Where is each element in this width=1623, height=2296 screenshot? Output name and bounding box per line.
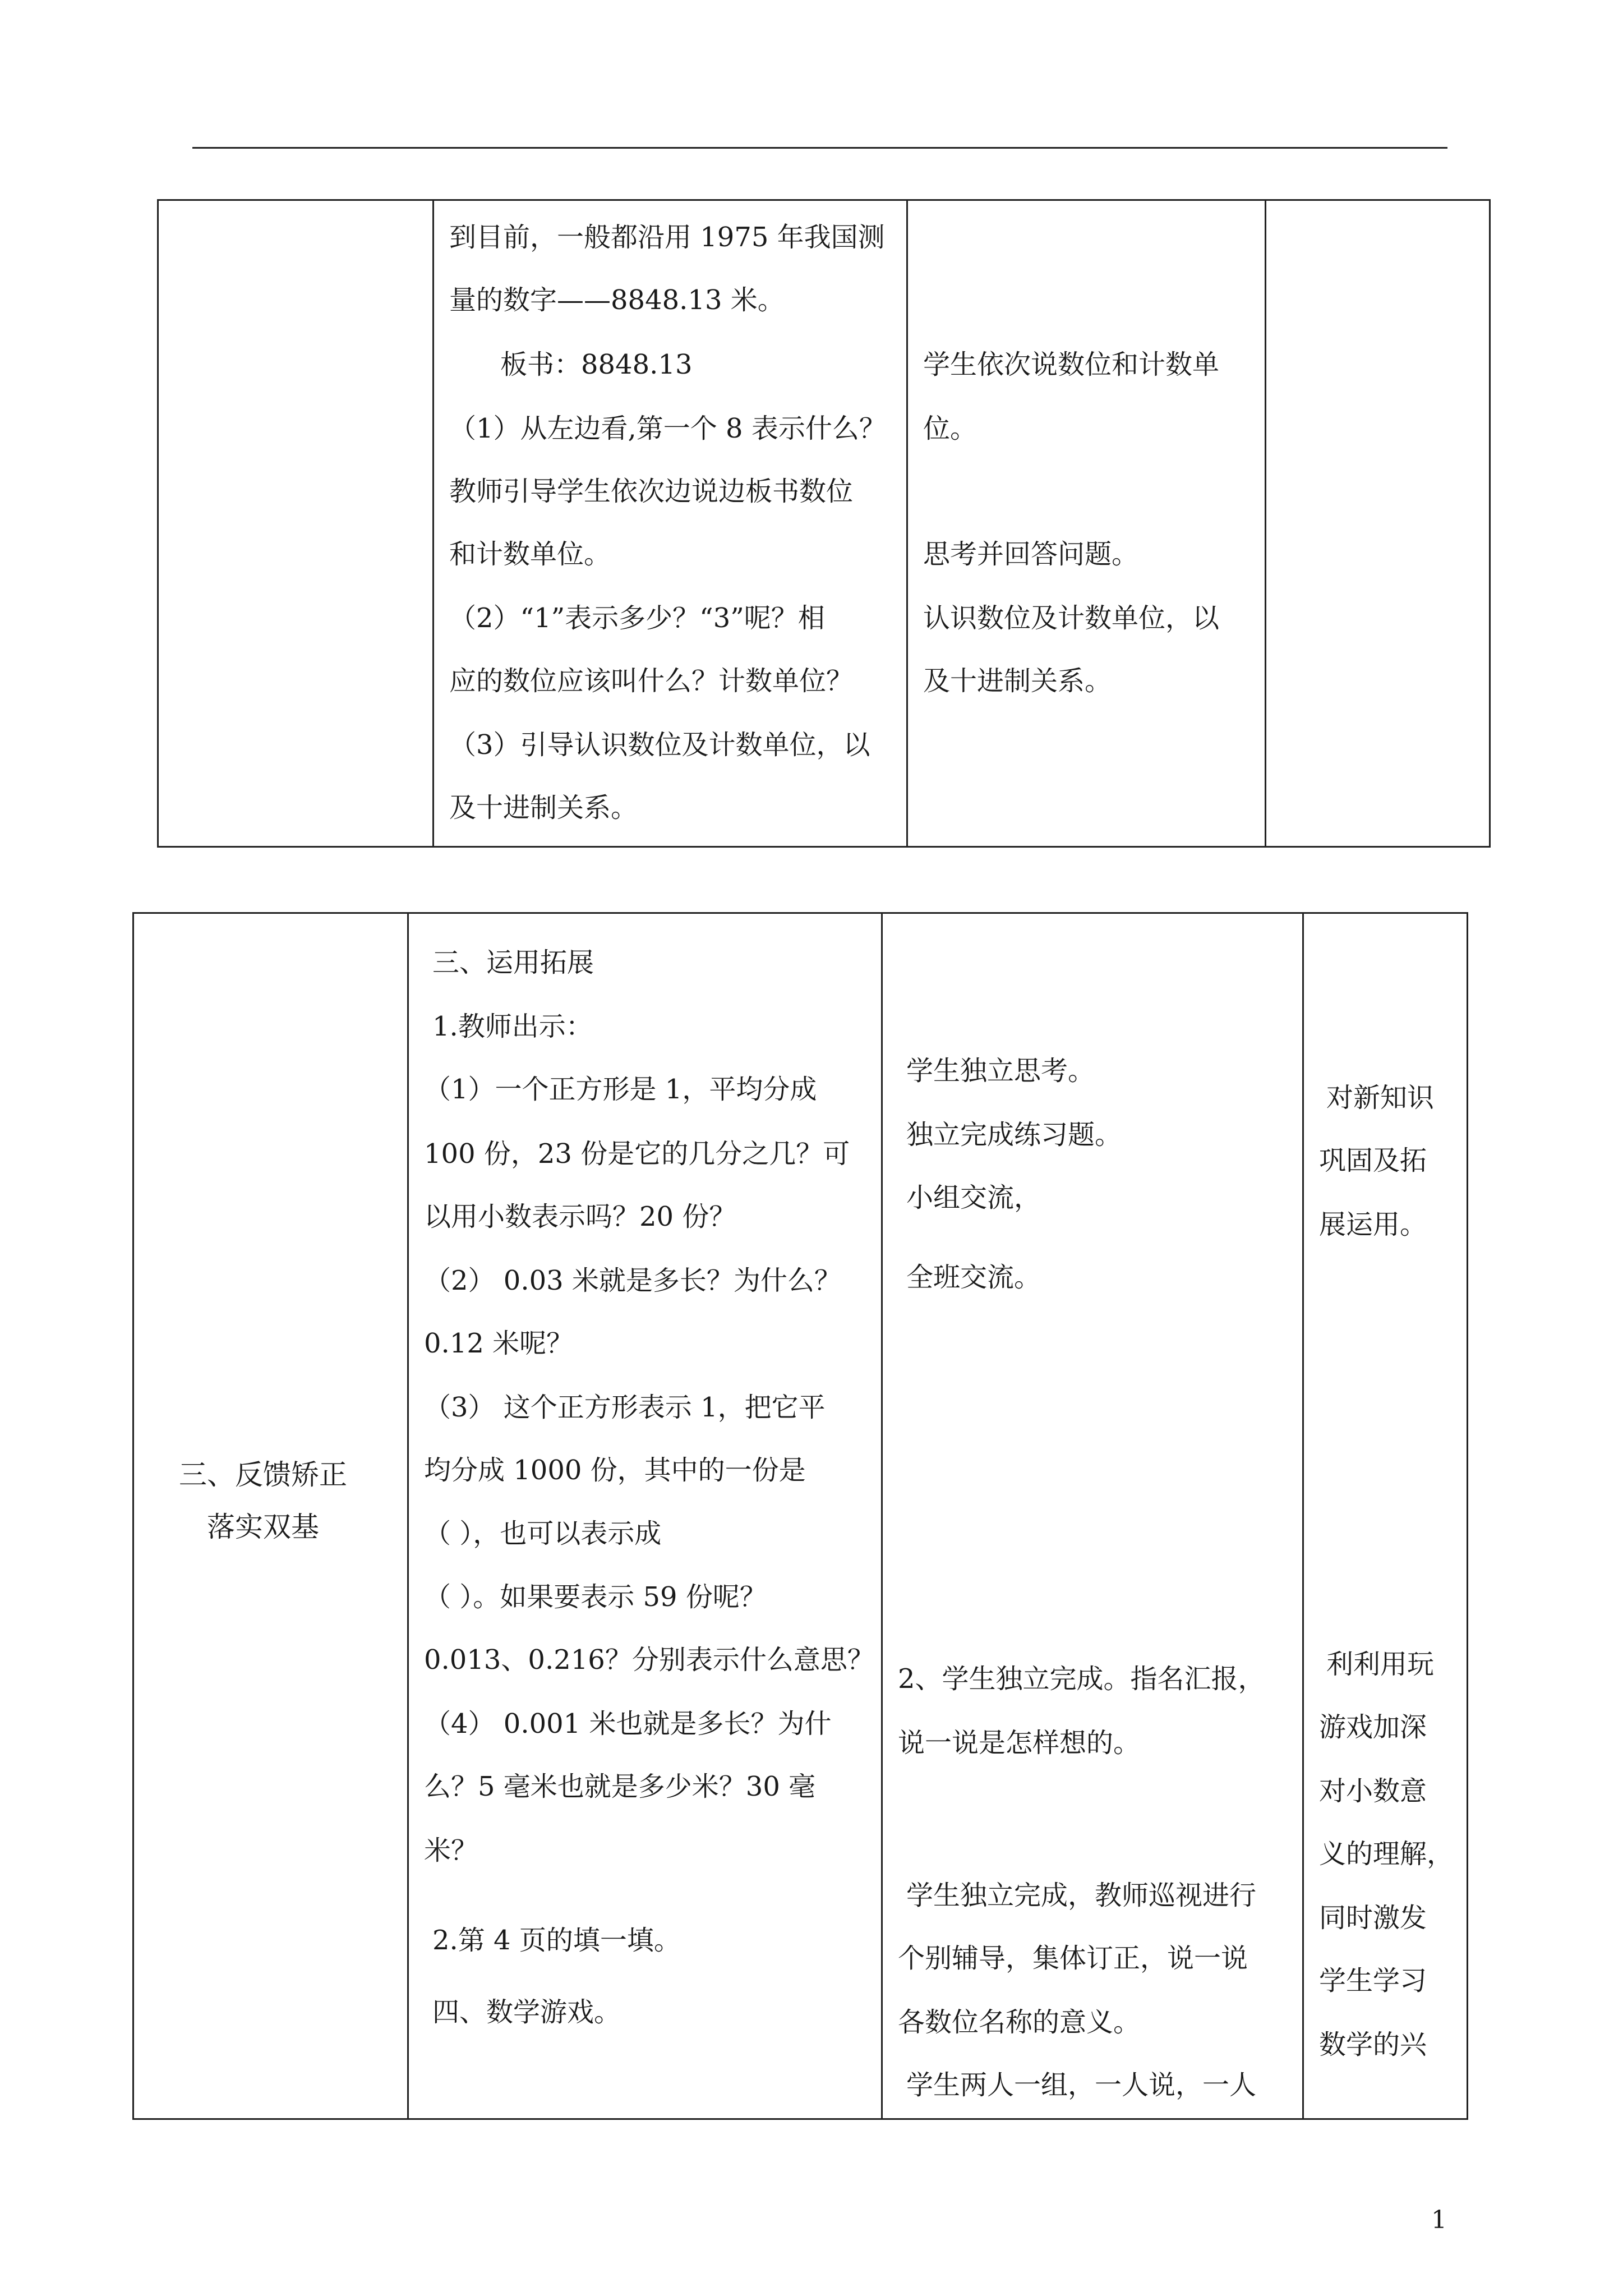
student-line: 2、学生独立完成。指名汇报， [898, 1663, 1265, 1695]
teacher-line: （3）引导认识数位及计数单位，以 [449, 729, 870, 761]
student-line: 思考并回答问题。 [923, 539, 1139, 570]
teacher-line: （2）“1”表示多少？“3”呢？相 [449, 602, 825, 634]
student-line: 学生两人一组，一人说，一人 [906, 2069, 1257, 2101]
intent-line: 同时激发 [1319, 1902, 1427, 1934]
stage-subtitle: 落实双基 [207, 1511, 319, 1543]
student-line: 独立完成练习题。 [906, 1119, 1122, 1151]
student-line: 及十进制关系。 [923, 665, 1112, 697]
student-line: 个别辅导，集体订正，说一说 [898, 1943, 1248, 1974]
teacher-line: 及十进制关系。 [449, 792, 638, 823]
teacher-line: 1.教师出示： [432, 1011, 593, 1042]
intent-line: 数学的兴 [1319, 2029, 1427, 2060]
student-line: 学生依次说数位和计数单 [923, 349, 1220, 380]
student-line: 小组交流， [906, 1182, 1041, 1213]
teacher-line: 米？ [424, 1835, 478, 1866]
teacher-line: 量的数字——8848.13 米。 [449, 284, 785, 316]
teacher-line: 应的数位应该叫什么？计数单位？ [449, 665, 854, 697]
student-line: 位。 [923, 413, 978, 444]
teacher-line: 100 份，23 份是它的几分之几？可 [424, 1138, 850, 1170]
teacher-line: （1）从左边看,第一个 8 表示什么？ [449, 413, 886, 444]
header-rule [192, 147, 1447, 149]
student-line: 学生独立思考。 [906, 1055, 1095, 1087]
lesson-table [132, 912, 1468, 2120]
intent-line: 游戏加深 [1319, 1711, 1427, 1743]
intent-line: 对新知识 [1326, 1082, 1435, 1114]
design-intent-cell [1303, 913, 1468, 2119]
teacher-line: 均分成 1000 份，其中的一份是 [424, 1455, 806, 1486]
teacher-line: （ ）。如果要表示 59 份呢？ [424, 1581, 767, 1613]
student-line: 全班交流。 [906, 1262, 1041, 1293]
stage-cell [158, 200, 434, 847]
teacher-line: 0.12 米呢？ [424, 1328, 574, 1359]
student-line: 学生独立完成，教师巡视进行 [906, 1880, 1257, 1911]
teacher-line: 板书：8848.13 [500, 349, 693, 380]
intent-line: 学生学习 [1319, 1965, 1427, 1996]
student-line: 认识数位及计数单位，以 [923, 602, 1220, 634]
page-number: 1 [1431, 2206, 1447, 2234]
teacher-line: 三、运用拓展 [432, 947, 594, 978]
teacher-line: （3） 这个正方形表示 1，把它平 [424, 1392, 826, 1423]
teacher-line: （ ），也可以表示成 [424, 1518, 662, 1549]
intent-line: 义的理解， [1319, 1838, 1454, 1870]
design-intent-cell [1266, 200, 1490, 847]
teacher-line: 到目前，一般都沿用 1975 年我国测 [449, 222, 885, 253]
teacher-line: 2.第 4 页的填一填。 [432, 1925, 681, 1956]
stage-cell [133, 913, 408, 2119]
stage-title: 三、反馈矫正 [179, 1458, 347, 1491]
teacher-line: （1）一个正方形是 1，平均分成 [424, 1074, 817, 1105]
teacher-line: 和计数单位。 [449, 539, 611, 570]
teacher-activity-cell [408, 913, 882, 2119]
student-activity-cell [882, 913, 1303, 2119]
lesson-table-continued [157, 199, 1491, 848]
student-line: 说一说是怎样想的。 [898, 1727, 1141, 1759]
teacher-line: 四、数学游戏。 [432, 1996, 621, 2028]
intent-line: 对小数意 [1319, 1775, 1427, 1807]
teacher-line: （4） 0.001 米也就是多长？为什 [424, 1708, 832, 1740]
teacher-line: （2） 0.03 米就是多长？为什么？ [424, 1265, 841, 1296]
teacher-line: 以用小数表示吗？20 份？ [424, 1201, 736, 1232]
intent-line: 巩固及拓 [1319, 1145, 1427, 1176]
teacher-line: 么？5 毫米也就是多少米？30 毫 [424, 1771, 816, 1802]
teacher-line: 教师引导学生依次边说边板书数位 [449, 476, 854, 507]
teacher-line: 0.013、0.216？分别表示什么意思？ [424, 1644, 874, 1676]
intent-line: 利利用玩 [1326, 1649, 1435, 1680]
teacher-activity-cell [434, 200, 907, 847]
student-activity-cell [907, 200, 1266, 847]
student-line: 各数位名称的意义。 [898, 2007, 1141, 2038]
intent-line: 展运用。 [1319, 1209, 1427, 1240]
